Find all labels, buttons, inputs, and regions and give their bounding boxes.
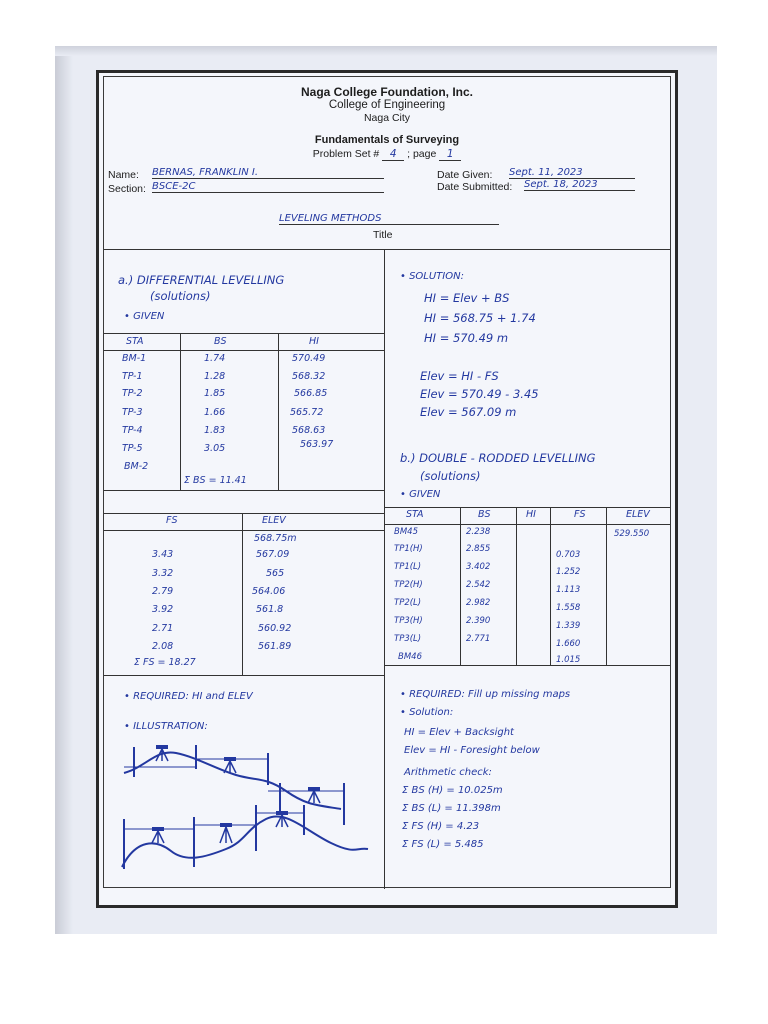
section-label: Section: — [108, 183, 146, 195]
table1-cell: TP-2 — [122, 388, 143, 399]
solution-line: Σ FS (H) = 4.23 — [402, 821, 480, 832]
table2-cell: 564.06 — [252, 586, 286, 597]
city-name: Naga City — [363, 112, 411, 124]
college-name: College of Engineering — [328, 99, 446, 111]
solution-line: Σ FS (L) = 5.485 — [402, 839, 484, 850]
table-line — [242, 513, 243, 675]
page-label: ; page — [407, 148, 437, 160]
table1-cell: 1.85 — [204, 388, 226, 399]
equation-5: Elev = 570.49 - 3.45 — [420, 387, 539, 401]
title-value: LEVELING METHODS — [279, 213, 499, 225]
table3-cell: 1.252 — [556, 567, 581, 577]
fs-sum: Σ FS = 18.27 — [134, 657, 196, 668]
table-line — [550, 507, 551, 665]
table-line — [104, 333, 384, 334]
table-line — [460, 507, 461, 665]
table1-cell: 1.66 — [204, 407, 226, 418]
grid-line — [384, 665, 670, 666]
table3-header-sta: STA — [406, 509, 424, 520]
grid-line — [384, 249, 385, 889]
equation-4: Elev = HI - FS — [420, 369, 499, 383]
student-section: BSCE-2C — [152, 181, 384, 193]
table3-cell: 2.982 — [466, 598, 491, 608]
institution-name: Naga College Foundation, Inc. — [300, 85, 473, 99]
table3-cell: TP3(H) — [394, 616, 423, 626]
table-line — [104, 490, 384, 491]
table3-cell: 3.402 — [466, 562, 491, 572]
photo-shadow-top — [55, 46, 717, 56]
table1-cell: 1.83 — [204, 425, 226, 436]
table3-cell: TP1(H) — [394, 544, 423, 554]
table3-cell: 529.550 — [614, 529, 650, 539]
table1-cell: TP-4 — [122, 425, 143, 436]
table3-cell: 2.390 — [466, 616, 491, 626]
table1-cell: TP-3 — [122, 407, 143, 418]
table3-cell: 1.113 — [556, 585, 581, 595]
table1-cell: 563.97 — [300, 439, 334, 450]
problem-set-label: Problem Set # — [312, 148, 380, 160]
bs-sum: Σ BS = 11.41 — [184, 475, 247, 486]
solution-line: Σ BS (L) = 11.398m — [402, 803, 501, 814]
table2-cell: 565 — [266, 568, 285, 579]
table-line — [278, 333, 279, 490]
table1-cell: 568.32 — [292, 371, 326, 382]
table1-cell: 3.05 — [204, 443, 226, 454]
grid-line — [104, 249, 670, 250]
solution-line: Elev = HI - Foresight below — [404, 745, 540, 756]
table3-cell: 1.015 — [556, 655, 581, 665]
table3-header-bs: BS — [478, 509, 491, 520]
table2-header-elev: ELEV — [262, 515, 286, 526]
illustration-label: • ILLUSTRATION: — [124, 721, 208, 732]
table2-cell: 2.71 — [152, 623, 174, 634]
table3-cell: 2.542 — [466, 580, 491, 590]
equation-1: HI = Elev + BS — [424, 291, 510, 305]
differential-subheading: (solutions) — [150, 289, 211, 303]
table3-cell: TP2(L) — [394, 598, 422, 608]
table2-cell: 561.8 — [256, 604, 284, 615]
required-label: • REQUIRED: HI and ELEV — [124, 691, 253, 702]
table2-cell: 3.43 — [152, 549, 174, 560]
solution-line: Σ BS (H) = 10.025m — [402, 785, 503, 796]
photo-shadow — [55, 46, 73, 934]
double-rodded-subheading: (solutions) — [420, 469, 481, 483]
table1-header-bs: BS — [214, 336, 227, 347]
leveling-illustration — [116, 739, 376, 879]
table3-cell: TP3(L) — [394, 634, 422, 644]
title-label: Title — [373, 229, 393, 241]
date-given-value: Sept. 11, 2023 — [509, 167, 635, 179]
table-line — [180, 333, 181, 490]
table2-cell: 3.32 — [152, 568, 174, 579]
table1-cell: 1.74 — [204, 353, 226, 364]
table3-header-hi: HI — [526, 509, 536, 520]
table2-cell: 560.92 — [258, 623, 292, 634]
date-submitted-label: Date Submitted: — [437, 181, 513, 193]
table3-cell: BM46 — [398, 652, 422, 662]
solution-label: • SOLUTION: — [400, 271, 464, 282]
table-line — [516, 507, 517, 665]
table2-header-fs: FS — [166, 515, 178, 526]
worksheet-frame — [103, 76, 671, 888]
table2-cell: 2.08 — [152, 641, 174, 652]
course-title: Fundamentals of Surveying — [314, 134, 460, 146]
student-name: BERNAS, FRANKLIN I. — [152, 167, 384, 179]
table3-cell: 0.703 — [556, 550, 581, 560]
table-line — [104, 350, 384, 351]
table-line — [104, 530, 384, 531]
equation-2: HI = 568.75 + 1.74 — [424, 311, 536, 325]
date-given-label: Date Given: — [437, 169, 493, 181]
table2-cell: 3.92 — [152, 604, 174, 615]
table2-cell: 561.89 — [258, 641, 292, 652]
table3-cell: 2.771 — [466, 634, 491, 644]
table-line — [384, 507, 670, 508]
table3-cell: BM45 — [394, 527, 418, 537]
table1-cell: 568.63 — [292, 425, 326, 436]
equation-3: HI = 570.49 m — [424, 331, 509, 345]
table3-cell: 2.855 — [466, 544, 491, 554]
equation-6: Elev = 567.09 m — [420, 405, 517, 419]
table3-cell: TP2(H) — [394, 580, 423, 590]
date-submitted-value: Sept. 18, 2023 — [524, 179, 635, 191]
table2-cell: 567.09 — [256, 549, 290, 560]
given-label: • GIVEN — [124, 311, 165, 322]
double-rodded-heading: b.) DOUBLE - RODDED LEVELLING — [400, 451, 596, 465]
table3-cell: 1.660 — [556, 639, 581, 649]
table1-cell: 566.85 — [294, 388, 328, 399]
table1-cell: 1.28 — [204, 371, 226, 382]
table1-header-sta: STA — [126, 336, 144, 347]
table-line — [384, 524, 670, 525]
table-line — [104, 513, 384, 514]
table3-cell: 1.339 — [556, 621, 581, 631]
given-label-2: • GIVEN — [400, 489, 441, 500]
table1-cell: TP-1 — [122, 371, 143, 382]
table1-header-hi: HI — [309, 336, 319, 347]
table1-cell: 565.72 — [290, 407, 324, 418]
table3-header-elev: ELEV — [626, 509, 650, 520]
table1-cell: BM-1 — [122, 353, 147, 364]
table3-cell: 2.238 — [466, 527, 491, 537]
table3-cell: TP1(L) — [394, 562, 422, 572]
table1-cell: TP-5 — [122, 443, 143, 454]
solution-line: Arithmetic check: — [404, 767, 492, 778]
problem-set-line — [104, 148, 670, 161]
table2-cell: 2.79 — [152, 586, 174, 597]
required-label-2: • REQUIRED: Fill up missing maps — [400, 689, 571, 700]
table1-cell: 570.49 — [292, 353, 326, 364]
page-number: 1 — [439, 148, 461, 161]
problem-set-number: 4 — [382, 148, 404, 161]
table2-cell: 568.75m — [254, 533, 297, 544]
differential-heading: a.) DIFFERENTIAL LEVELLING — [118, 273, 285, 287]
table1-cell: BM-2 — [124, 461, 149, 472]
solution-line: HI = Elev + Backsight — [404, 727, 514, 738]
table-line — [606, 507, 607, 665]
grid-line — [104, 675, 384, 676]
name-label: Name: — [108, 169, 139, 181]
table3-cell: 1.558 — [556, 603, 581, 613]
solution-label-2: • Solution: — [400, 707, 454, 718]
table3-header-fs: FS — [574, 509, 586, 520]
